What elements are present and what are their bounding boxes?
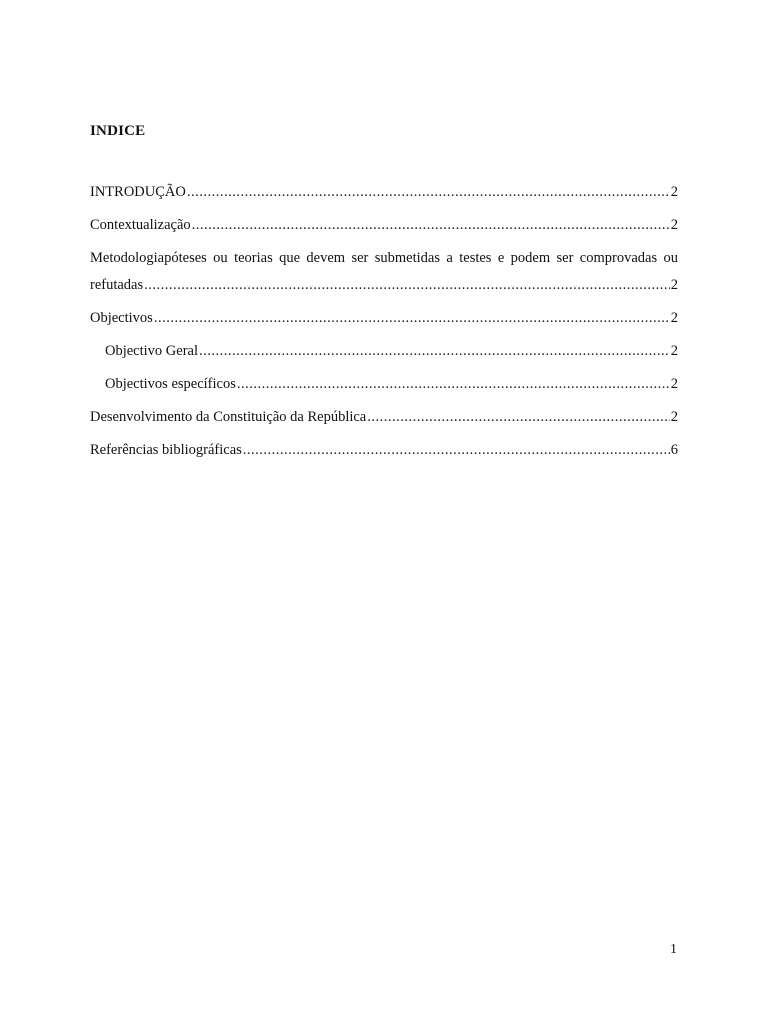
- toc-page-number: 2: [670, 343, 678, 359]
- toc-page-number: 2: [670, 376, 678, 392]
- toc-entry-desenvolvimento[interactable]: [90, 407, 678, 427]
- toc-leader-dots: [154, 308, 670, 328]
- toc-entry-metodologia[interactable]: [90, 248, 678, 295]
- toc-entry-label: refutadas: [90, 277, 144, 293]
- toc-entry-introducao[interactable]: [90, 182, 678, 202]
- toc-page-number: 2: [670, 310, 678, 326]
- toc-entry-label: Objectivo Geral: [105, 343, 199, 359]
- toc-page-number: 2: [670, 277, 678, 293]
- toc-leader-dots: [144, 275, 670, 295]
- toc-page-number: 2: [670, 217, 678, 233]
- toc-leader-dots: [243, 440, 670, 460]
- toc-entry-objectivos-especificos[interactable]: [90, 374, 678, 394]
- toc-page-number: 2: [670, 409, 678, 425]
- toc-entry-label: Objectivos: [90, 310, 153, 326]
- toc-entry-objectivos[interactable]: [90, 308, 678, 328]
- toc-entry-objectivo-geral[interactable]: [90, 341, 678, 361]
- toc-entry-contextualizacao[interactable]: [90, 215, 678, 235]
- toc-leader-dots: [237, 374, 670, 394]
- toc-entry-referencias[interactable]: [90, 440, 678, 460]
- toc-page-number: 6: [670, 442, 678, 458]
- toc-heading: INDICE: [90, 123, 146, 139]
- toc-entry-label: Objectivos específicos: [105, 376, 236, 392]
- toc-leader-dots: [367, 407, 670, 427]
- toc-entry-label: Desenvolvimento da Constituição da República: [90, 409, 367, 425]
- toc-leader-dots: [192, 215, 670, 235]
- table-of-contents: [90, 182, 678, 460]
- toc-leader-dots: [187, 182, 670, 202]
- toc-entry-label: Referências bibliográficas: [90, 442, 242, 458]
- toc-page-number: 2: [670, 184, 678, 200]
- page-number: 1: [670, 942, 677, 957]
- toc-leader-dots: [199, 341, 670, 361]
- toc-entry-label: INTRODUÇÃO: [90, 184, 186, 200]
- toc-entry-label: Contextualização: [90, 217, 191, 233]
- toc-entry-label-line1: Metodologiapóteses ou teorias que devem ser submetidas a testes e podem ser comprovadas ou: [90, 250, 678, 266]
